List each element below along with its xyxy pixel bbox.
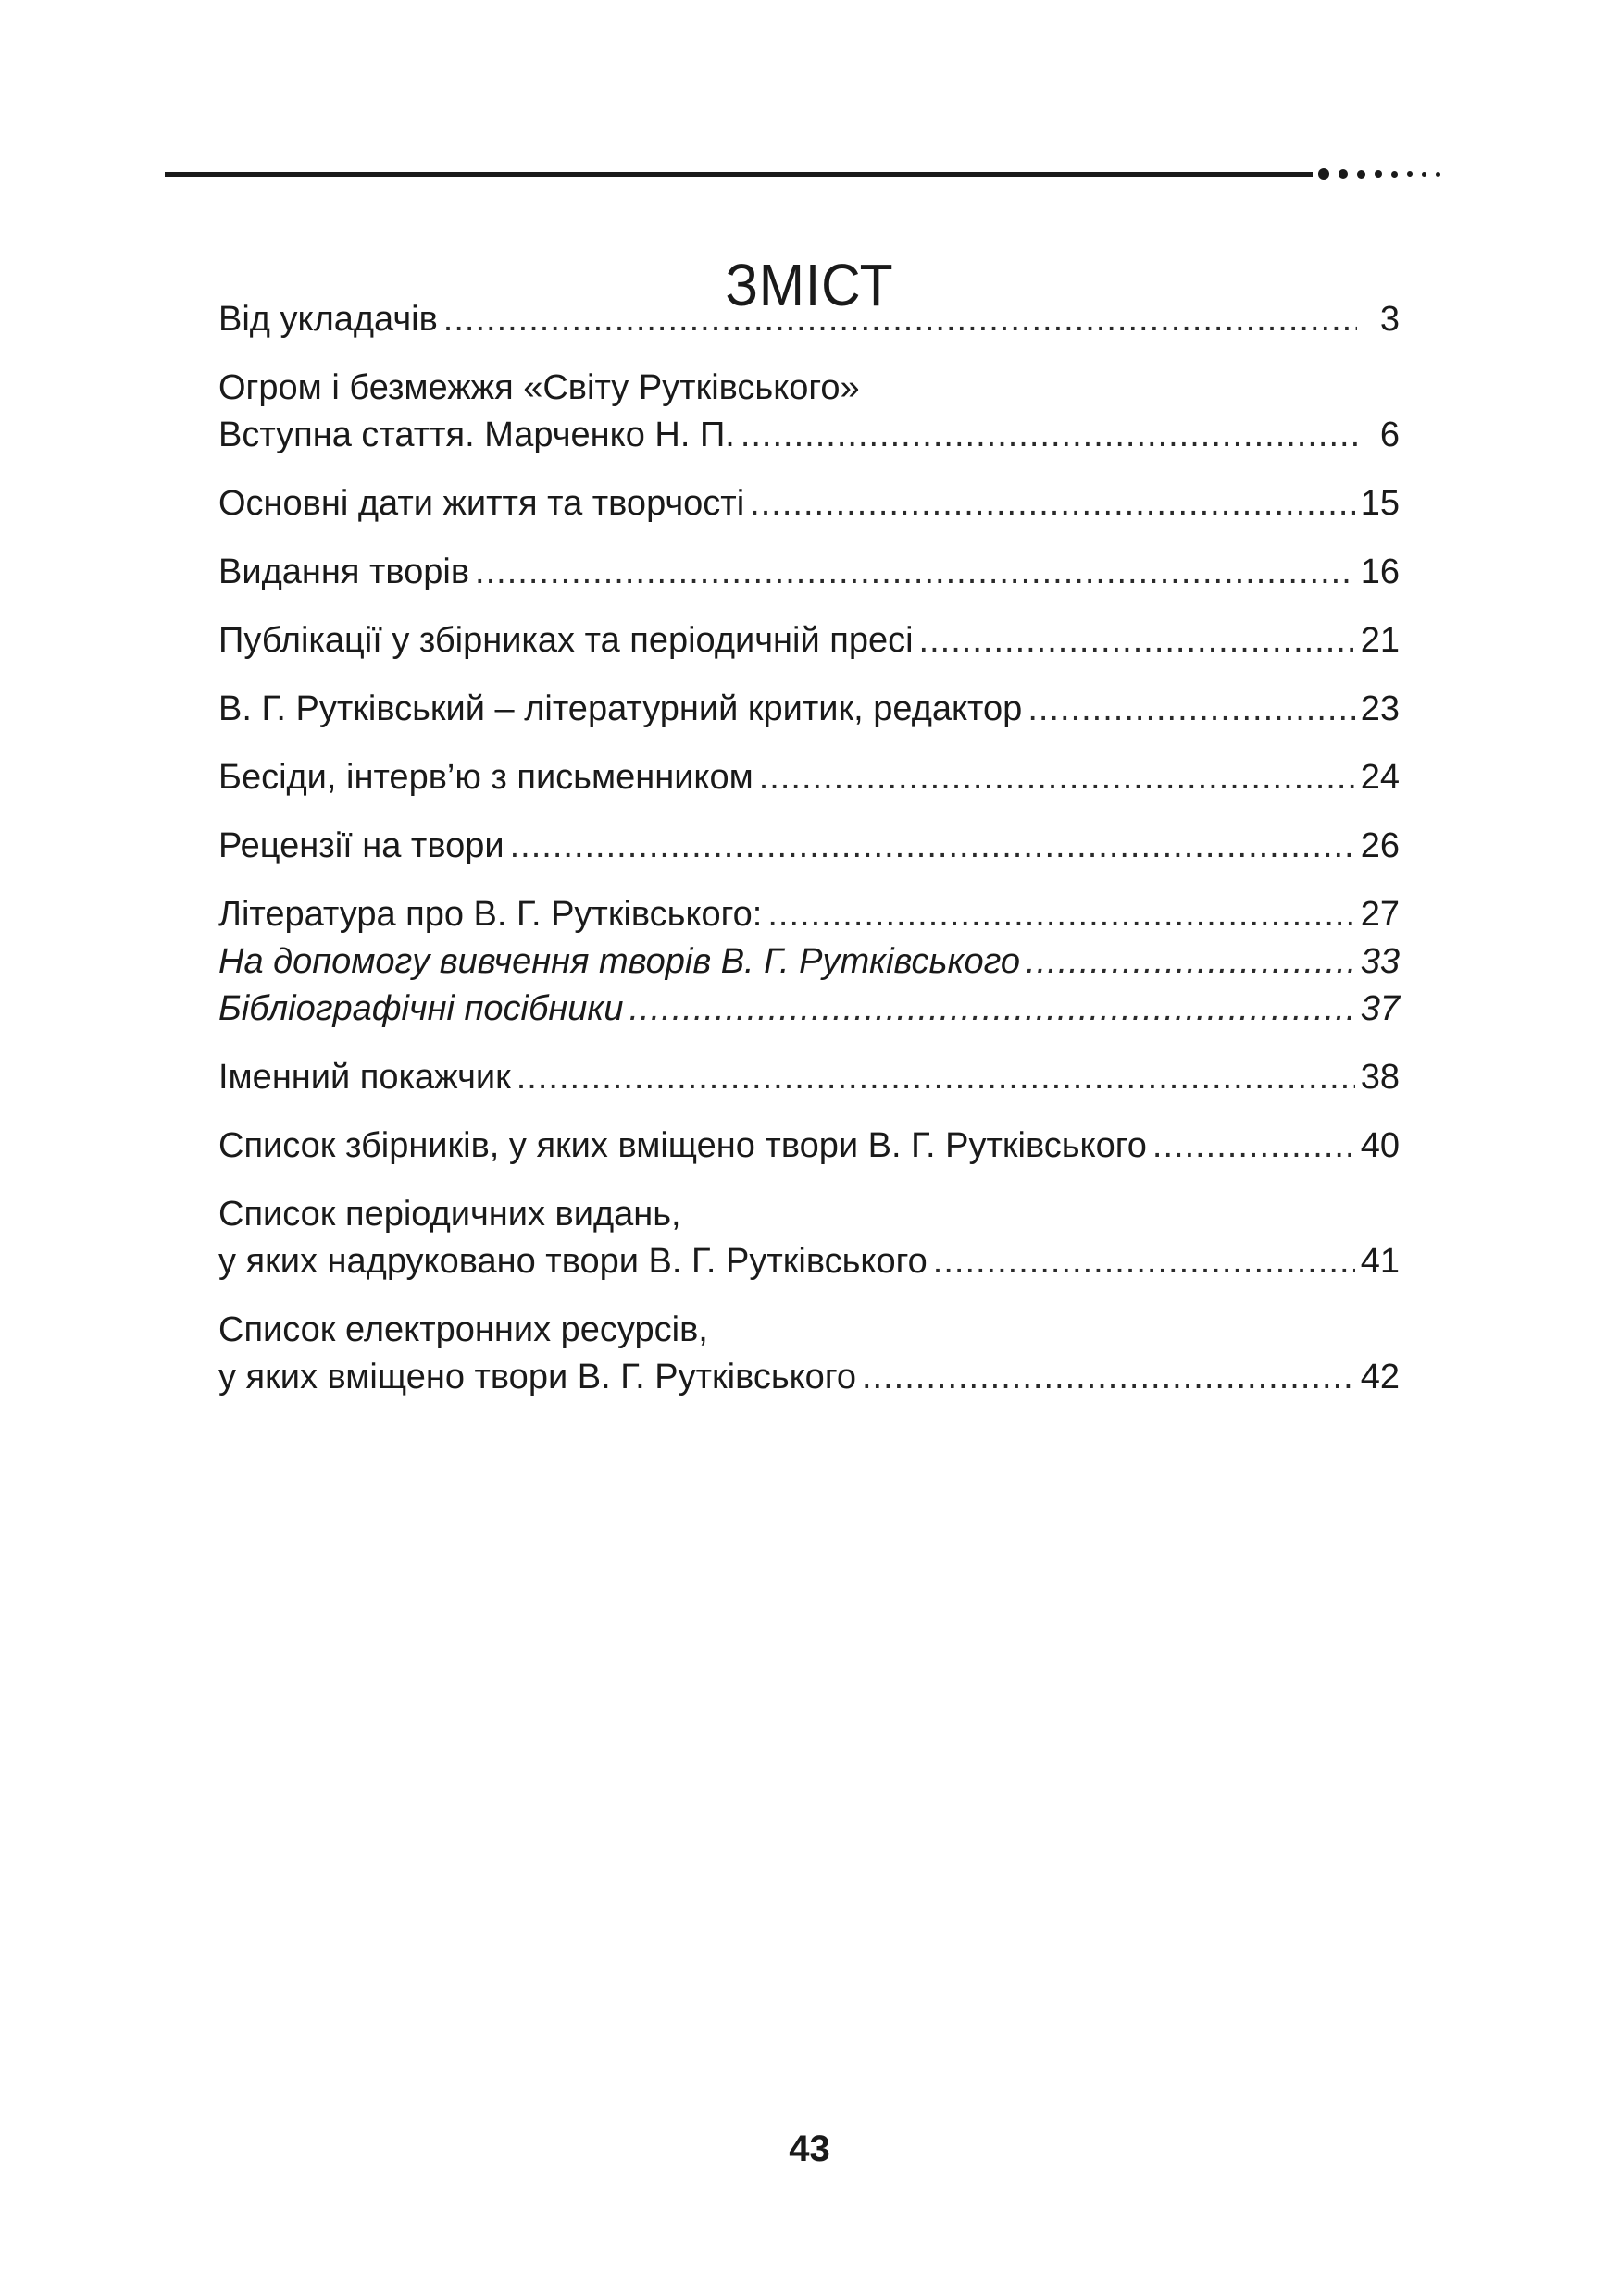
toc-line bbox=[218, 1354, 1400, 1401]
toc-page-number: 27 bbox=[1360, 895, 1400, 934]
toc-page-number: 38 bbox=[1360, 1058, 1400, 1097]
dot-leader bbox=[1026, 938, 1355, 986]
toc-page-number: 3 bbox=[1379, 300, 1400, 339]
toc-entry bbox=[218, 1191, 1400, 1285]
dot-leader bbox=[510, 823, 1355, 870]
toc-sub-entries bbox=[218, 938, 1400, 1033]
toc-line bbox=[218, 480, 1400, 527]
toc-entry-title: Література про В. Г. Рутківського: bbox=[218, 895, 763, 934]
toc-entry bbox=[218, 1307, 1400, 1401]
dot-leader bbox=[629, 986, 1354, 1033]
toc-entry-title: Бесіди, інтерв’ю з письменником bbox=[218, 758, 753, 797]
toc-entry bbox=[218, 891, 1400, 1033]
dot-leader bbox=[759, 754, 1355, 801]
page-number: 43 bbox=[789, 2128, 830, 2169]
dot-leader bbox=[919, 617, 1355, 664]
toc-entry bbox=[218, 754, 1400, 801]
toc-entry bbox=[218, 480, 1400, 527]
dot-leader bbox=[750, 480, 1355, 527]
toc-line bbox=[218, 296, 1400, 343]
dot-leader bbox=[1027, 686, 1354, 733]
toc-entry bbox=[218, 296, 1400, 343]
toc-entry-title: Основні дати життя та творчості bbox=[218, 484, 745, 523]
dot-leader bbox=[741, 412, 1357, 459]
dot-leader bbox=[933, 1238, 1355, 1285]
dot-leader bbox=[862, 1354, 1355, 1401]
toc-entry bbox=[218, 365, 1400, 459]
toc-entry-title: Від укладачів bbox=[218, 300, 438, 339]
toc-sub-entry bbox=[218, 938, 1400, 986]
dot-leader bbox=[1152, 1123, 1355, 1170]
toc-entry bbox=[218, 617, 1400, 664]
toc-sub-entry-title: Бібліографічні посібники bbox=[218, 989, 624, 1028]
toc-page-number: 37 bbox=[1360, 989, 1400, 1028]
dot-leader bbox=[443, 296, 1357, 343]
toc-entry-title: Видання творів bbox=[218, 552, 470, 591]
toc-entry bbox=[218, 549, 1400, 596]
toc-page-number: 15 bbox=[1360, 484, 1400, 523]
dot-leader bbox=[767, 891, 1354, 938]
dot-leader bbox=[517, 1054, 1355, 1101]
toc-page-number: 26 bbox=[1360, 826, 1400, 865]
toc-entry-title: Іменний покажчик bbox=[218, 1058, 511, 1097]
toc-entry bbox=[218, 1123, 1400, 1170]
toc-line bbox=[218, 1054, 1400, 1101]
toc-entry-subtitle: у яких надруковано твори В. Г. Рутківського bbox=[218, 1242, 928, 1281]
toc-line bbox=[218, 891, 1400, 938]
toc-page-number: 40 bbox=[1360, 1126, 1400, 1165]
toc-page-number: 6 bbox=[1379, 416, 1400, 454]
toc-page-number: 21 bbox=[1360, 621, 1400, 660]
toc-entry bbox=[218, 686, 1400, 733]
top-rule bbox=[165, 172, 1313, 177]
toc-entry-subtitle: Вступна стаття. Марченко Н. П. bbox=[218, 416, 735, 454]
page-title: ЗМІСТ bbox=[725, 251, 894, 318]
toc-line bbox=[218, 549, 1400, 596]
table-of-contents bbox=[218, 296, 1400, 1422]
toc-page-number: 33 bbox=[1360, 942, 1400, 981]
toc-line bbox=[218, 686, 1400, 733]
toc-page-number: 23 bbox=[1360, 689, 1400, 728]
dot-leader bbox=[475, 549, 1355, 596]
decorative-dots bbox=[1318, 165, 1440, 183]
toc-entry-title: Огром і безмежжя «Світу Рутківського» bbox=[218, 368, 860, 407]
toc-entry-title: Рецензії на твори bbox=[218, 826, 504, 865]
toc-line bbox=[218, 365, 1400, 412]
toc-page-number: 16 bbox=[1360, 552, 1400, 591]
toc-entry bbox=[218, 823, 1400, 870]
toc-line bbox=[218, 1238, 1400, 1285]
toc-line bbox=[218, 754, 1400, 801]
toc-line bbox=[218, 1123, 1400, 1170]
toc-entry bbox=[218, 1054, 1400, 1101]
toc-page-number: 24 bbox=[1360, 758, 1400, 797]
toc-line bbox=[218, 412, 1400, 459]
toc-page-number: 42 bbox=[1360, 1358, 1400, 1396]
toc-sub-entry-title: На допомогу вивчення творів В. Г. Рутківського bbox=[218, 942, 1021, 981]
toc-page-number: 41 bbox=[1360, 1242, 1400, 1281]
toc-line bbox=[218, 617, 1400, 664]
toc-entry-title: В. Г. Рутківський – літературний критик, редактор bbox=[218, 689, 1023, 728]
toc-line bbox=[218, 1191, 1400, 1238]
toc-entry-title: Список збірників, у яких вміщено твори В. Г. Рутківського bbox=[218, 1126, 1147, 1165]
toc-line bbox=[218, 823, 1400, 870]
toc-sub-entry bbox=[218, 986, 1400, 1033]
toc-entry-subtitle: у яких вміщено твори В. Г. Рутківського bbox=[218, 1358, 856, 1396]
toc-entry-title: Список періодичних видань, bbox=[218, 1195, 681, 1234]
toc-entry-title: Публікації у збірниках та періодичній пресі bbox=[218, 621, 914, 660]
toc-line bbox=[218, 1307, 1400, 1354]
toc-entry-title: Список електронних ресурсів, bbox=[218, 1310, 708, 1349]
